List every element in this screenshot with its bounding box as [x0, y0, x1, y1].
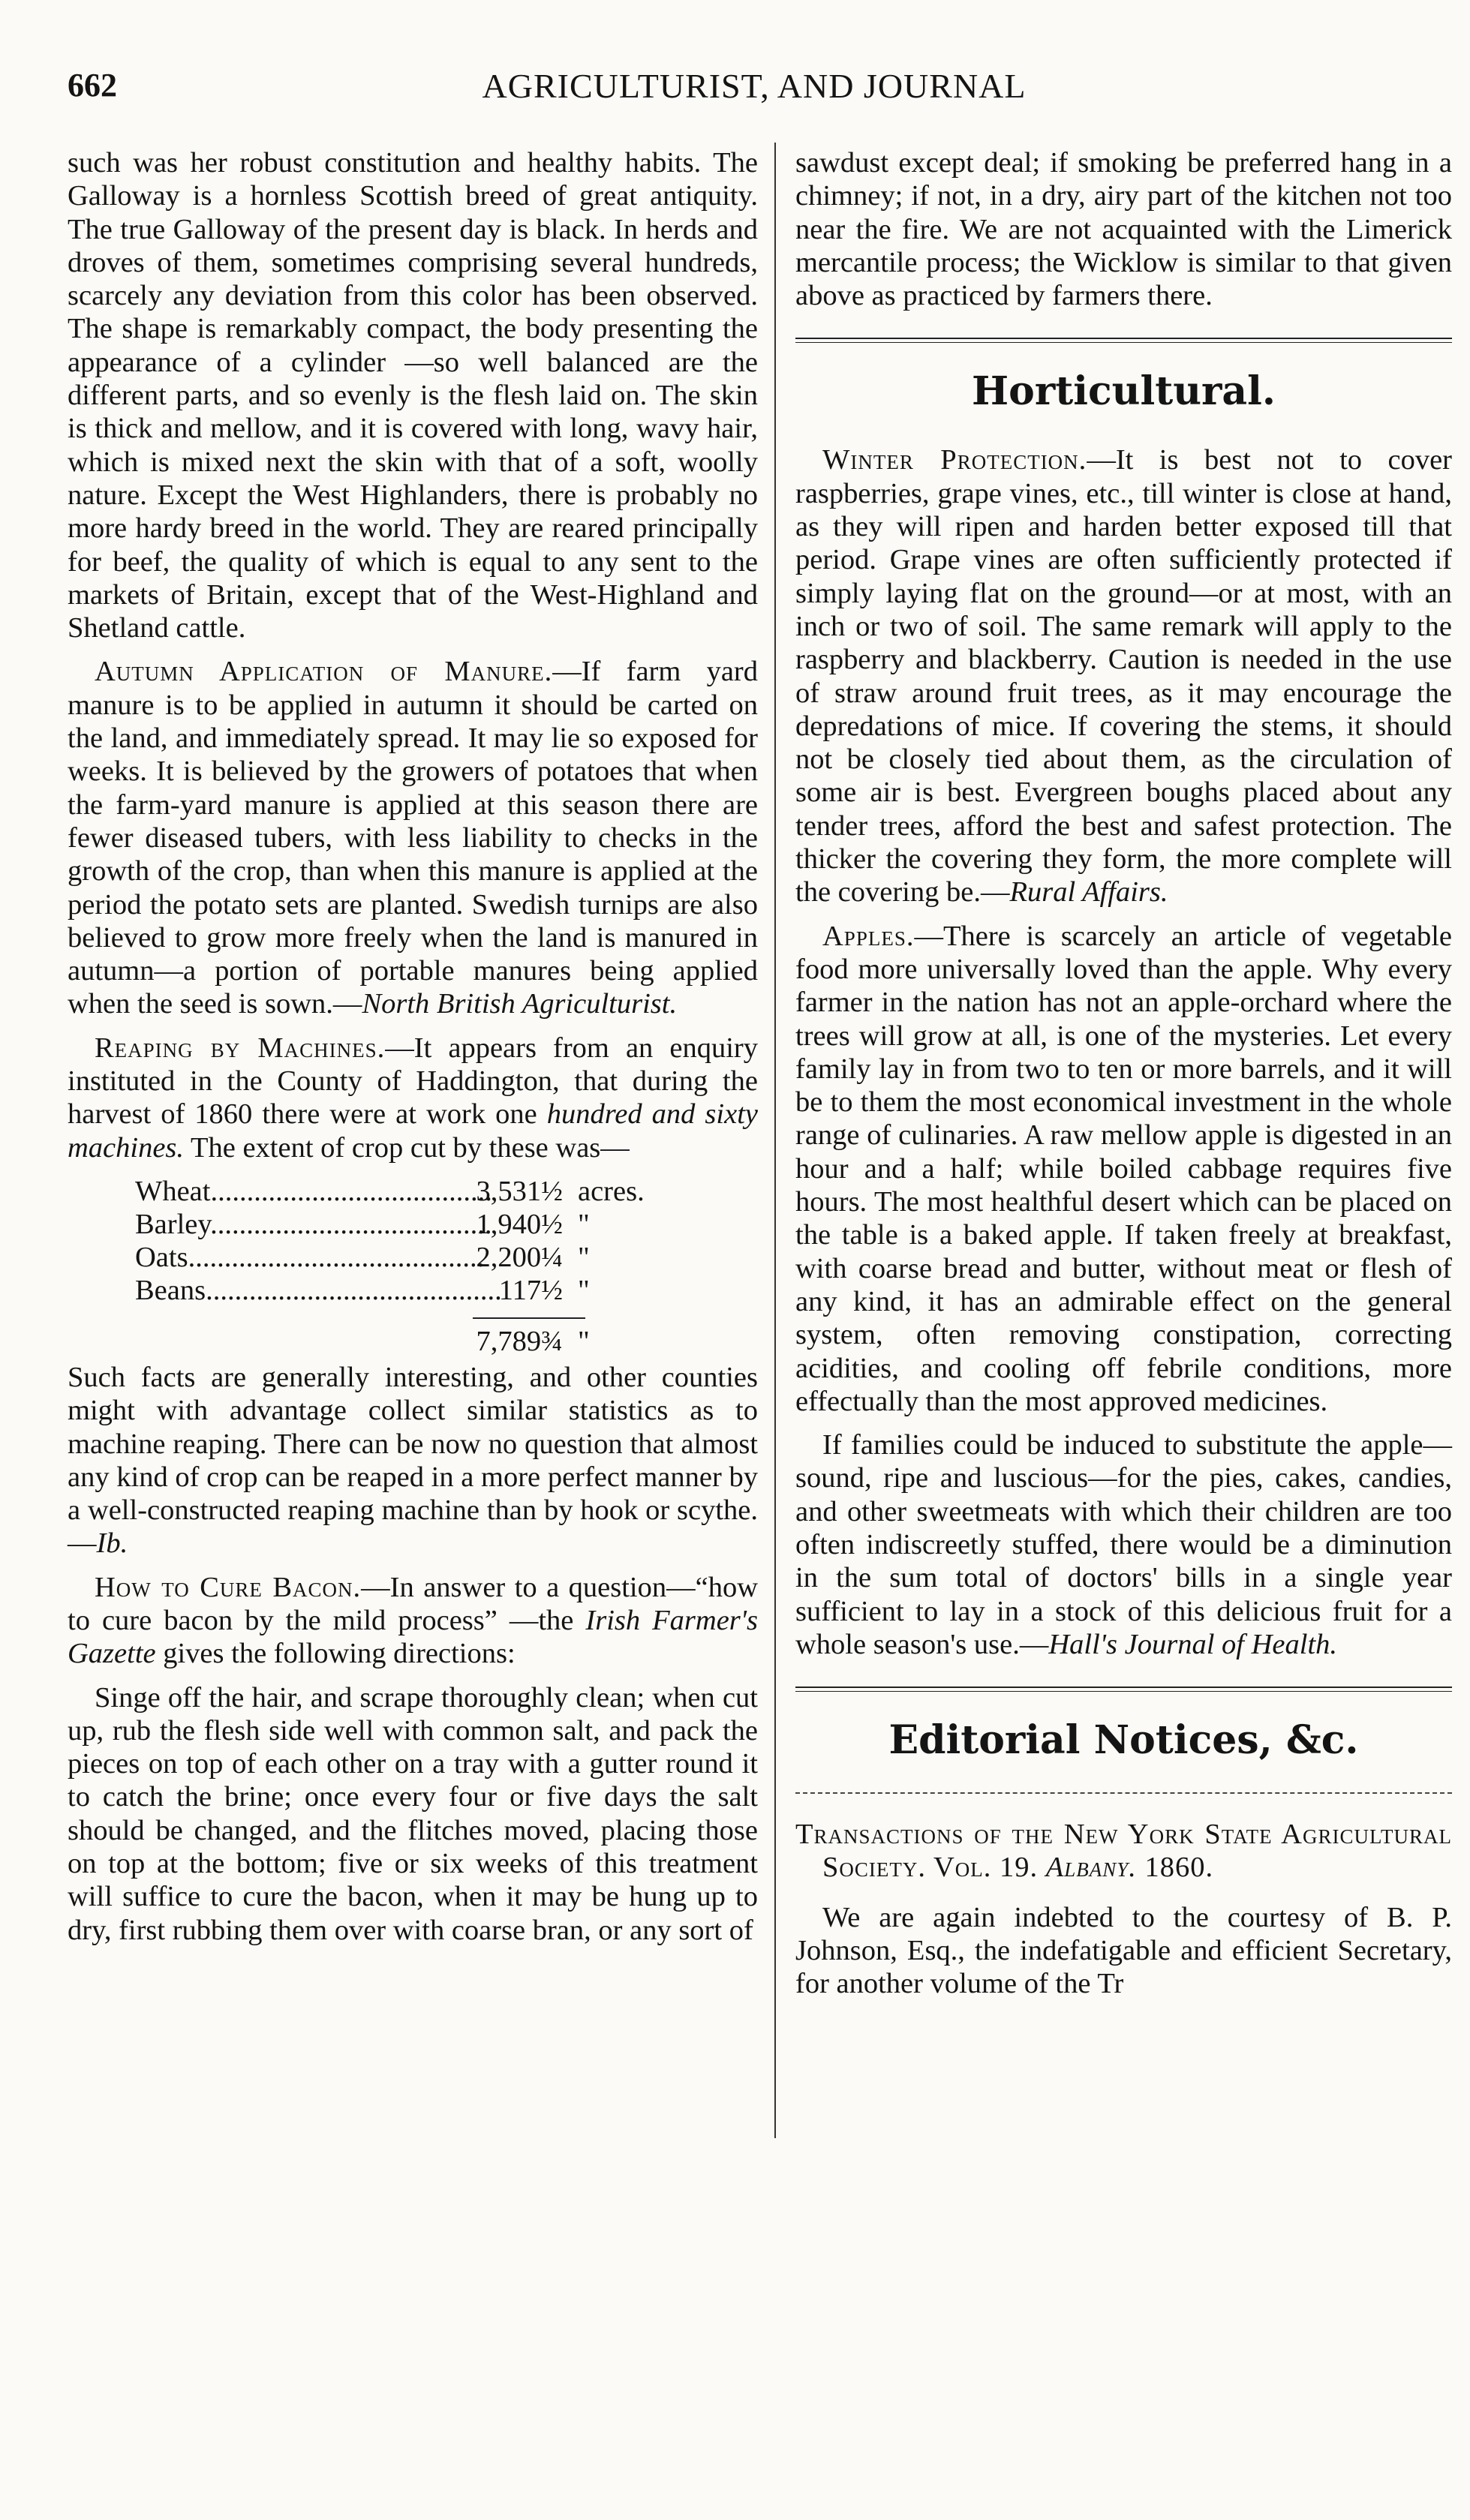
apples-article	[795, 920, 1452, 1418]
table-row	[68, 1274, 758, 1307]
apples-paragraph-2	[795, 1428, 1452, 1661]
apples-title: Apples.	[822, 920, 915, 952]
apples-body: —There is scarcely an article of vegetable food more universally loved than the apple. Why every farmer in the nation has not an apple-orchard where the trees will grow at all, is one of the mysteries. Let every family lay in from two to ten or more barrels, and it will be to them the most economical investment in the whole range of culinaries. A raw mellow apple is digested in an hour and a half; while boiled cabbage requires five hours. The most healthful desert which can be placed on the table is a baked apple. If taken freely at breakfast, with coarse bread and butter, without meat or flesh of any kind, it has an admirable effect on the general system, often removing constipation, correcting acidities, and cooling off febrile conditions, more effectually than the most approved medicines.	[795, 920, 1452, 1417]
facts-paragraph	[68, 1361, 758, 1560]
autumn-manure-title: Autumn Application of Manure.	[95, 656, 553, 688]
autumn-manure-article	[68, 655, 758, 1020]
crop-unit: "	[578, 1274, 590, 1306]
table-row	[68, 1175, 758, 1208]
apples-source: Hall's Journal of Health.	[1048, 1628, 1338, 1660]
reaping-article	[68, 1032, 758, 1164]
table-row	[68, 1241, 758, 1274]
reaping-body-1: —It appears from an enquiry instituted in the County of Haddington, that during the harvest of 1860 there were at work one	[68, 1032, 759, 1131]
column-rule	[774, 143, 776, 2138]
winter-protection-body: —It is best not to cover raspberries, grape vines, etc., till winter is close at hand, as they will ripen and harden better exposed till that period. Grape vines are often sufficiently protected if simply laying flat on the ground—or at most, with an inch or two of soil. The same remark will apply to the raspberry and blackberry. Caution is needed in the use of straw around fruit trees, as it may encourage the depredations of mice. If covering the stems, it should not be closely tied about them, as the circulation of some air is best. Evergreen boughs placed about any tender trees, afford the best and safest protection. The thicker the covering they form, the more complete will the covering be.—	[795, 444, 1452, 909]
reaping-body-2: The extent of crop cut by these was—	[184, 1131, 630, 1164]
total-rule	[473, 1317, 585, 1319]
bacon-directions: Singe off the hair, and scrape thoroughly clean; when cut up, rub the flesh side well with common salt, and pack the pieces on top of each other on a tray with a gutter round it to catch the brine; once every four or five days the salt should be changed, and the flitches moved, placing those on top at the bottom; five or six weeks of this treatment will suffice to cure the bacon, when it may be hung up to dry, first rubbing them over with coarse bran, or any sort of	[68, 1681, 758, 1946]
crop-value: 1,940½	[476, 1208, 563, 1240]
editorial-heading: Editorial Notices, &c.	[888, 1717, 1359, 1764]
crop-unit: acres.	[578, 1175, 645, 1207]
horticultural-heading: Horticultural.	[972, 368, 1276, 415]
facts-body: Such facts are generally interesting, and other counties might with advantage collect similar statistics as to machine reaping. There can be now no question that almost any kind of crop can be reaped in a more perfect manner by a well-constructed reaping machine than by hook or scythe.—	[68, 1361, 758, 1560]
crop-value: 2,200¼	[476, 1241, 563, 1273]
autumn-manure-body: —If farm yard manure is to be applied in autumn it should be carted on the land, and immediately spread. It may lie so exposed for weeks. It is believed by the growers of potatoes that when the farm-yard manure is applied at this season there are fewer diseased tubers, with less liability to checks in the growth of the crop, than when this manure is applied at the period the potato sets are planted. Swedish turnips are also believed to grow more freely when the land is manured in autumn—a portion of portable manures being applied when the seed is sown.—	[68, 656, 758, 1020]
notice-title	[795, 1818, 1452, 1885]
crop-total-unit: "	[578, 1325, 590, 1357]
bacon-article	[68, 1571, 758, 1671]
bacon-source: Irish Farmer's Gazette	[68, 1604, 758, 1670]
table-row	[68, 1208, 758, 1241]
crop-total-value: 7,789¾	[476, 1325, 563, 1357]
header-title: AGRICULTURIST, AND JOURNAL	[482, 67, 1027, 105]
crop-unit: "	[578, 1208, 590, 1240]
reaping-title: Reaping by Machines.	[95, 1032, 386, 1064]
notice-title-text: Transactions of the New York State Agricultural Society. Vol. 19.	[795, 1819, 1452, 1884]
bacon-body-1: —In answer to a question—“how to cure bacon by the mild process” —the	[68, 1571, 759, 1636]
notice-body: We are again indebted to the courtesy of B. P. Johnson, Esq., the indefatigable and efficient Secretary, for another volume of the Tr	[795, 1901, 1452, 2000]
crop-name: Barley.......................................	[135, 1208, 492, 1240]
crop-value: 117½	[498, 1274, 563, 1306]
notice-rule	[795, 1792, 1452, 1798]
crop-name: Beans.........................................	[135, 1274, 502, 1306]
bacon-title: How to Cure Bacon.	[95, 1571, 362, 1603]
crop-value: 3,531½	[476, 1175, 563, 1207]
section-rule	[795, 1687, 1452, 1692]
bacon-body-2: gives the following directions:	[155, 1638, 516, 1670]
winter-protection-article	[795, 443, 1452, 909]
left-column	[68, 146, 758, 1957]
winter-protection-source: Rural Affairs.	[1009, 876, 1168, 909]
crop-table	[68, 1175, 758, 1358]
apples-body-2: If families could be induced to substitute the apple—sound, ripe and luscious—for the pies, cakes, candies, and other sweetmeats with which their children are too often indiscreetly stuffed, there would be a diminution in the sum total of doctors' bills in a single year sufficient to lay in a stock of this delicious fruit for a whole season's use.—	[795, 1429, 1452, 1660]
notice-year: 1860.	[1144, 1852, 1214, 1884]
facts-source: Ib.	[96, 1527, 128, 1560]
section-rule	[795, 338, 1452, 343]
crop-name: Wheat.......................................	[135, 1175, 492, 1207]
crop-name: Oats.........................................	[135, 1241, 485, 1273]
notice-place: Albany.	[1045, 1852, 1137, 1884]
running-head	[68, 66, 1441, 126]
autumn-manure-source: North British Agriculturist.	[362, 988, 678, 1020]
total-row	[68, 1325, 758, 1358]
bacon-continuation: sawdust except deal; if smoking be preferred hang in a chimney; if not, in a dry, airy part of the kitchen not too near the fire. We are not acquainted with the Limerick mercantile process; the Wicklow is similar to that given above as practiced by farmers there.	[795, 147, 1452, 312]
winter-protection-title: Winter Protection.	[822, 444, 1087, 476]
page-number: 662	[68, 67, 117, 104]
right-column	[795, 146, 1452, 2011]
crop-unit: "	[578, 1241, 590, 1273]
galloway-paragraph: such was her robust constitution and healthy habits. The Galloway is a hornless Scottish breed of great antiquity. The true Galloway of the present day is black. In herds and droves of them, sometimes comprising several hundreds, scarcely any deviation from this color has been observed. The shape is remarkably compact, the body presenting the appearance of a cylinder —so well balanced are the different parts, and so evenly is the flesh laid on. The skin is thick and mellow, and it is covered with long, wavy hair, which is mixed next the skin with that of a soft, woolly nature. Except the West Highlanders, there is probably no more hardy breed in the world. They are reared principally for beef, the quality of which is equal to any sent to the markets of Britain, except that of the West-Highland and Shetland cattle.	[68, 147, 758, 644]
reaping-emphasis: hundred and sixty machines.	[68, 1098, 758, 1164]
